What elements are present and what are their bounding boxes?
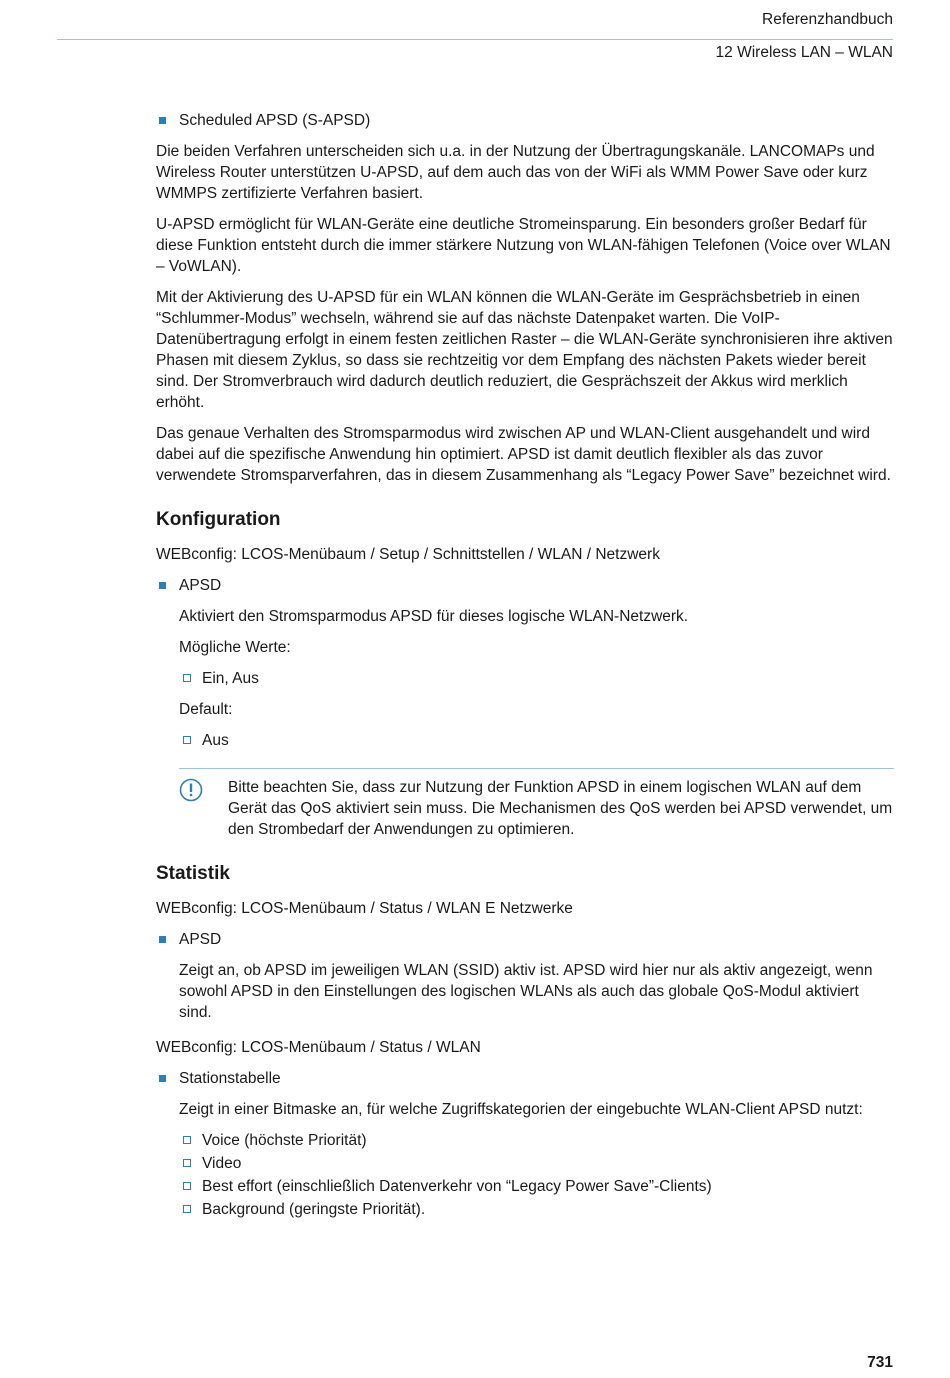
values-label: Mögliche Werte: (179, 639, 291, 656)
menu-path: WEBconfig: LCOS-Menübaum / Status / WLAN (156, 1039, 481, 1056)
menu-path: WEBconfig: LCOS-Menübaum / Setup / Schnittstellen / WLAN / Netzwerk (156, 546, 660, 563)
item-description: Zeigt an, ob APSD im jeweiligen WLAN (SSID) aktiv ist. APSD wird hier nur als aktiv angezeigt, wenn sowohl APSD in den Einstellungen des logischen WLANs als auch das globale QoS-Modul aktiviert sind. (179, 962, 873, 1021)
paragraph: Die beiden Verfahren unterscheiden sich u.a. in der Nutzung der Übertragungskanäle. LANCOMAPs und Wireless Router unterstützen U-APSD, auf dem auch das von der WiFi als WMM Power Save oder kurz WMMPS zertifizierte Verfahren basiert. (156, 143, 875, 202)
list-item-category: Best effort (einschließlich Datenverkehr von “Legacy Power Save”-Clients) (179, 1176, 894, 1197)
item-description: Aktiviert den Stromsparmodus APSD für dieses logische WLAN-Netzwerk. (179, 608, 689, 625)
menu-path: WEBconfig: LCOS-Menübaum / Status / WLAN E Netzwerke (156, 900, 573, 917)
section-heading-statistik: Statistik (156, 863, 230, 884)
paragraph: Das genaue Verhalten des Stromsparmodus wird zwischen AP und WLAN-Client ausgehandelt und wird dabei auf die spezifische Anwendung hin optimiert. APSD ist damit deutlich flexibler als das zuvor verwendete Stromsparverfahren, das in diesem Zusammenhang als “Legacy Power Save” bezeichnet wird. (156, 425, 891, 484)
list-item-apsd-status: APSD (156, 929, 894, 950)
paragraph: U-APSD ermöglicht für WLAN-Geräte eine deutliche Stromeinsparung. Ein besonders großer Bedarf für diese Funktion entsteht durch die immer stärkere Nutzung von WLAN-fähigen Telefonen (Voice over WLAN – VoWLAN). (156, 216, 891, 275)
header-chapter-title: 12 Wireless LAN – WLAN (715, 44, 893, 61)
section-heading-konfiguration: Konfiguration (156, 509, 281, 530)
paragraph: Mit der Aktivierung des U-APSD für ein WLAN können die WLAN-Geräte im Gesprächsbetrieb in einen “Schlummer-Modus” wechseln, während sie auf das nächste Datenpaket warten. Die VoIP-Datenübertragung erfolgt in einem festen zeitlichen Raster – die WLAN-Geräte synchronisieren ihre aktiven Phasen mit diesem Zyklus, so dass sie rechtzeitig vor dem Empfang des nächsten Pakets wieder bereit sind. Der Stromverbrauch wird dadurch deutlich reduziert, die Gesprächszeit der Akkus wird merklich erhöht. (156, 289, 893, 411)
list-item-default: Aus (179, 730, 894, 751)
list-item-stationstabelle: Stationstabelle (156, 1068, 894, 1089)
list-item-category: Background (geringste Priorität). (179, 1199, 894, 1220)
default-label: Default: (179, 701, 233, 718)
exclamation-icon (179, 778, 203, 802)
list-item-s-apsd: Scheduled APSD (S-APSD) (156, 110, 894, 131)
category-list (156, 1130, 894, 1220)
header-divider (57, 39, 893, 40)
list-item-category: Voice (höchste Priorität) (179, 1130, 894, 1151)
header-book-title: Referenzhandbuch (762, 11, 893, 28)
list-item-values: Ein, Aus (179, 668, 894, 689)
page-number: 731 (867, 1354, 893, 1371)
list-item-apsd: APSD (156, 575, 894, 596)
item-description: Zeigt in einer Bitmaske an, für welche Zugriffskategorien der eingebuchte WLAN-Client APSD nutzt: (179, 1101, 863, 1118)
default-list (156, 730, 894, 751)
values-list (156, 668, 894, 689)
note-text: Bitte beachten Sie, dass zur Nutzung der Funktion APSD in einem logischen WLAN auf dem Gerät das QoS aktiviert sein muss. Die Mechanismen des QoS werden bei APSD verwendet, um den Strombedarf der Anwendungen zu optimieren. (228, 779, 893, 838)
info-note (179, 768, 894, 840)
list-item-category: Video (179, 1153, 894, 1174)
page-content (156, 110, 894, 1222)
